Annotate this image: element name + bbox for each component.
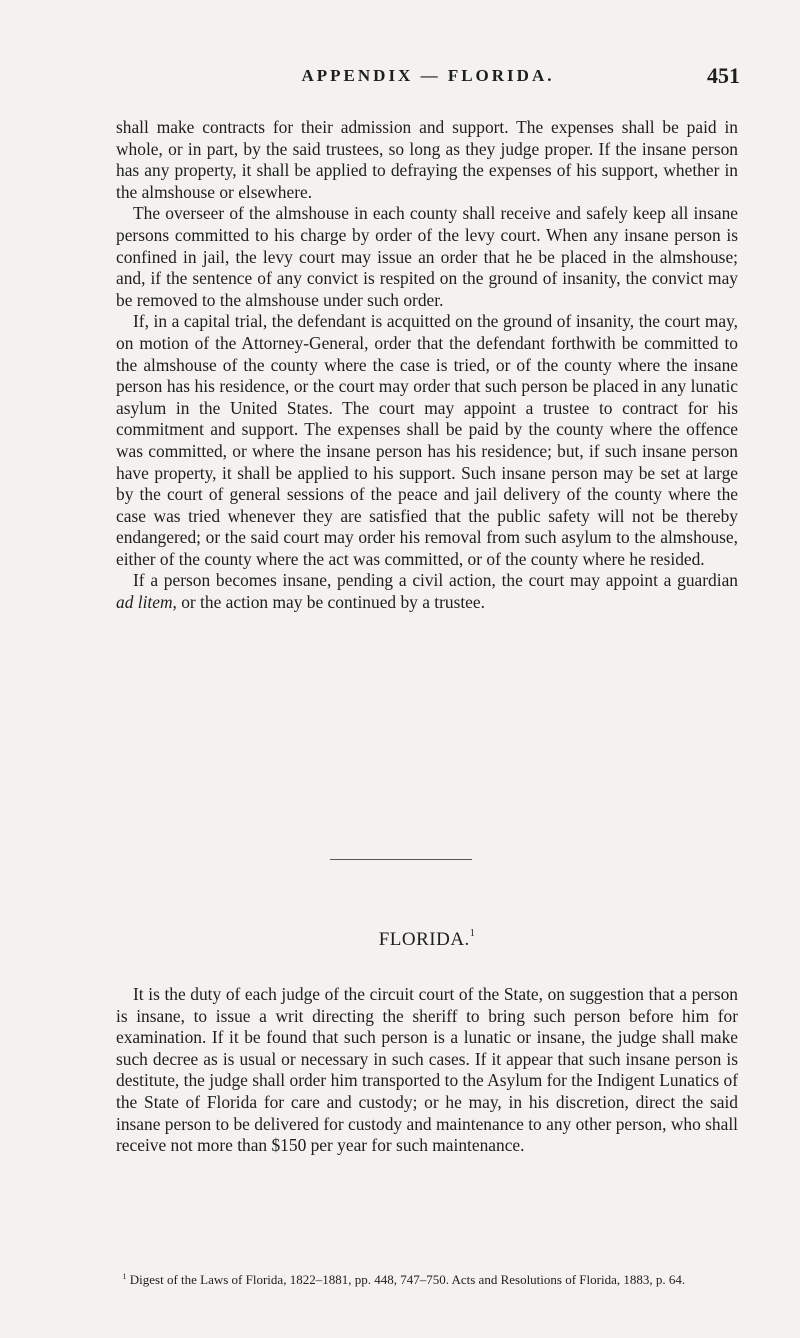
guardian-text-after: , or the action may be continued by a trustee. — [172, 592, 485, 613]
guardian-text-before: If a person becomes insane, pending a civil action, the court may appoint a guardian — [133, 570, 738, 591]
florida-text-block — [116, 984, 738, 1157]
footnote-text: Digest of the Laws of Florida, 1822–1881, pp. 448, 747–750. Acts and Resolutions of Florida, 1883, p. 64. — [129, 1272, 686, 1287]
paragraph-trustees-expenses: shall make contracts for their admission and support. The expenses shall be paid in whole, or in part, by the said trustees, so long as they judge proper. If the insane person has any property, it shall be applied to defraying the expenses of his support, whether in the almshouse or elsewhere. — [116, 117, 738, 202]
paragraph-capital-trial: If, in a capital trial, the defendant is acquitted on the ground of insanity, the court may, on motion of the Attorney-General, order that the defendant forthwith be committed to the almshouse of the county where the case is tried, or of the county where the insane person has his residence, or the court may order that such person be placed in any lunatic asylum in the United States. The court may appoint a trustee to contract for his commitment and support. The expenses shall be paid by the county where the offence was committed, or where the insane person has his residence; but, if such insane person have property, it shall be applied to his support. Such insane person may be set at large by the court of general sessions of the peace and jail delivery of the county where the case was tried whenever they are satisfied that the public safety will not be thereby endangered; or the said court may order his removal from such asylum to the almshouse, either of the county where the act was committed, or of the county where he resided. — [116, 311, 738, 569]
paragraph-florida-circuit-court: It is the duty of each judge of the circuit court of the State, on suggestion that a person is insane, to issue a writ directing the sheriff to bring such person before him for examination. If it be found that such person is a lunatic or insane, the judge shall make such decree as is usual or necessary in such cases. If it appear that such insane person is destitute, the judge shall order him transported to the Asylum for the Indigent Lunatics of the State of Florida for care and custody; or he may, in his discretion, direct the said insane person to be delivered for custody and maintenance to any other person, who shall receive not more than $150 per year for such maintenance. — [116, 984, 738, 1156]
footnote-marker: 1 — [122, 1272, 127, 1281]
section-footnote-marker: 1 — [469, 928, 476, 939]
section-heading-text: FLORIDA. — [378, 929, 470, 950]
paragraph-almshouse-overseer: The overseer of the almshouse in each county shall receive and safely keep all insane persons committed to his charge by order of the levy court. When any insane person is confined in jail, the levy court may issue an order that he be placed in the almshouse; and, if the sentence of any convict is respited on the ground of insanity, the convict may be removed to the almshouse under such order. — [116, 203, 738, 310]
footnote — [116, 1268, 738, 1288]
guardian-text-italic: ad litem — [116, 592, 173, 613]
page-number: 451 — [707, 63, 740, 88]
delaware-text-block — [116, 117, 738, 614]
section-divider — [330, 859, 472, 860]
page-header — [116, 63, 740, 96]
running-head: APPENDIX — FLORIDA. — [301, 66, 555, 85]
paragraph-guardian-ad-litem — [116, 570, 738, 613]
section-heading-florida — [116, 928, 738, 951]
